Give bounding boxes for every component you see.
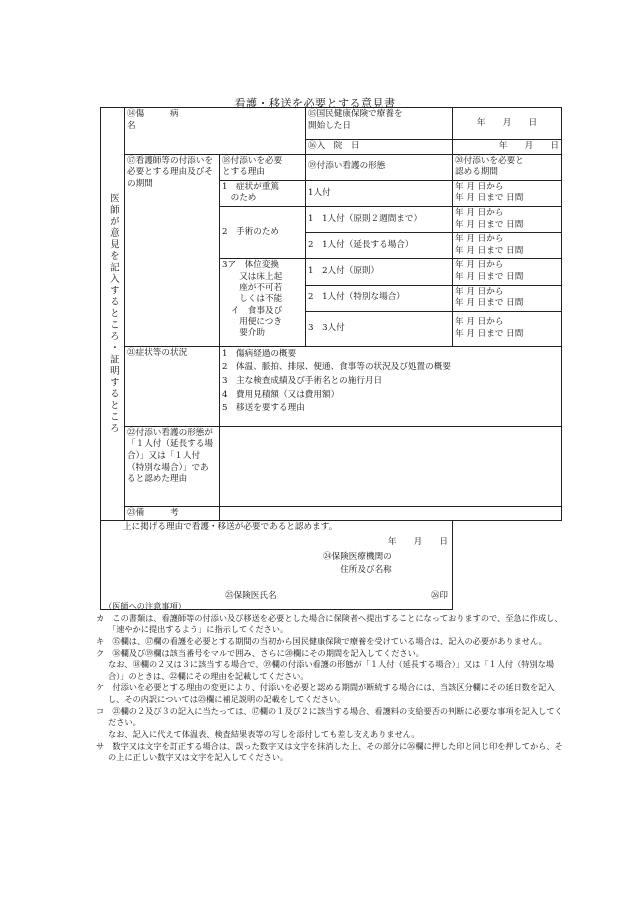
- period-5[interactable]: 年 月 日から 年 月 日まで 日間: [453, 285, 562, 311]
- f23-label: ㉓備 考: [125, 506, 220, 521]
- note-item: カ この書類は、看護師等の付添い及び移送を必要とした場合に保険者へ提出することになっておりますので、至急に作成し、「速やかに提出するよう」に指示してください。: [96, 612, 563, 635]
- document-title: 看護・移送を必要とする意見書: [234, 97, 396, 110]
- doctor-name-label: ㉕保険医氏名: [225, 591, 277, 602]
- form-1-1[interactable]: 1人付: [306, 180, 453, 206]
- f22-field[interactable]: [220, 426, 562, 506]
- f17-label: ⑰看護師等の付添いを必要とする理由及びその期間: [125, 154, 220, 346]
- f21-items[interactable]: [220, 346, 562, 426]
- doctor-notes: [96, 601, 566, 764]
- f15-date[interactable]: 年 月 日: [453, 108, 562, 140]
- period-3[interactable]: 年 月 日から 年 月 日まで 日間: [453, 233, 562, 259]
- note-item: なお、記入に代えて体温表、検査結果表等の写しを添付しても差し支えありません。: [108, 729, 420, 740]
- reason-1: 1 症状が重篤 のため: [220, 180, 306, 206]
- form-3-2[interactable]: 2 1人付（特別な場合）: [306, 285, 453, 311]
- reason-3: 3ア 体位変換 又は床上起 座が不可若 しくは不能 イ 食事及び 用便につき 要介助: [220, 259, 306, 346]
- f21-item: 2 体温、脈拍、排尿、便通、食事等の状況及び処置の概要: [222, 362, 451, 373]
- f15-label: ⑮国民健康保険で療養を 開始した日: [306, 108, 453, 140]
- seal-label[interactable]: ㉖印: [430, 591, 449, 602]
- f20-label: ⑳付添いを必要と 認める期間: [453, 154, 562, 180]
- note-item: ク ⑱欄及び⑲欄は該当番号をマルで囲み、さらに⑳欄にその期間を記入してください。: [96, 647, 424, 658]
- form-2-2[interactable]: 2 1人付（延長する場合）: [306, 233, 453, 259]
- period-2[interactable]: 年 月 日から 年 月 日まで 日間: [453, 206, 562, 232]
- reason-2: 2 手術のため: [220, 206, 306, 258]
- f18-label: ⑱付添いを必要 とする理由: [220, 154, 306, 180]
- side-label: 医師が意見を記入するところ・証明するところ: [101, 108, 125, 521]
- certify-statement: 上に掲げる理由で看護・移送が必要であると認めます。: [123, 522, 338, 533]
- note-item: サ 数字又は文字を訂正する場合は、誤った数字又は文字を抹消した上、その部分に㉖欄に押した印と同じ印を押してから、その上に正しい数字又は文字を記入してください。: [96, 740, 563, 763]
- f21-item: 4 費用見積額（又は費用額）: [222, 389, 340, 400]
- period-1[interactable]: 年 月 日から 年 月 日まで 日間: [453, 180, 562, 206]
- certification-block: [101, 521, 453, 610]
- f23-field[interactable]: [220, 506, 562, 521]
- f16-date[interactable]: 年 月 日: [453, 140, 562, 155]
- note-item: ケ 付添いを必要とする理由の変更により、付添いを必要と認める期間が断続する場合には、当該区分欄にその延日数を記入し、その内訳については㉓欄に補足説明の記載をしてください。: [96, 682, 555, 705]
- f22-label: ㉒付添い看護の形態が「１人付（延長する場合）」又は「１人付（特別な場合）」であると認めた理由: [125, 426, 220, 506]
- certify-date[interactable]: 年 月 日: [387, 537, 449, 548]
- form-2-1[interactable]: 1 1人付（原則２週間まで）: [306, 206, 453, 232]
- note-item: キ ⑮欄は、⑰欄の看護を必要とする期間の当初から国民健康保険で療養を受けている場合は、記入の必要がありません。: [96, 635, 547, 646]
- f21-item: 5 移送を要する理由: [222, 403, 305, 414]
- form-3-1[interactable]: 1 2人付（原則）: [306, 259, 453, 285]
- f19-label: ⑲付添い看護の形態: [306, 154, 453, 180]
- period-4[interactable]: 年 月 日から 年 月 日まで 日間: [453, 259, 562, 285]
- f16-label: ⑯入 院 日: [306, 140, 453, 155]
- note-item: コ ㉑欄の２及び３の記入に当たっては、⑰欄の１及び２に該当する場合、看護料の支給要否の判断に必要な事項を記入してください。: [96, 705, 563, 728]
- f21-item: 1 傷病経過の概要: [222, 348, 297, 359]
- opinion-form-table: [100, 107, 562, 610]
- notes-heading: （医師への注意事項）: [104, 601, 186, 611]
- f21-label: ㉑症状等の状況: [125, 346, 220, 426]
- f14-injury-label: ⑭傷 病 名: [125, 108, 306, 155]
- note-item: なお、⑱欄の２又は３に該当する場合で、⑲欄の付添い看護の形態が「１人付（延長する場合）」又は「１人付（特別な場合）」のときは、㉒欄にその理由を記載してください。: [108, 659, 555, 681]
- period-6[interactable]: 年 月 日から 年 月 日まで 日間: [453, 311, 562, 346]
- f21-item: 3 主な検査成績及び手術名との施行月日: [222, 375, 383, 386]
- institution-label: ㉔保険医療機関の 住所及び名称: [323, 552, 392, 575]
- form-3-3[interactable]: 3 3人付: [306, 311, 453, 346]
